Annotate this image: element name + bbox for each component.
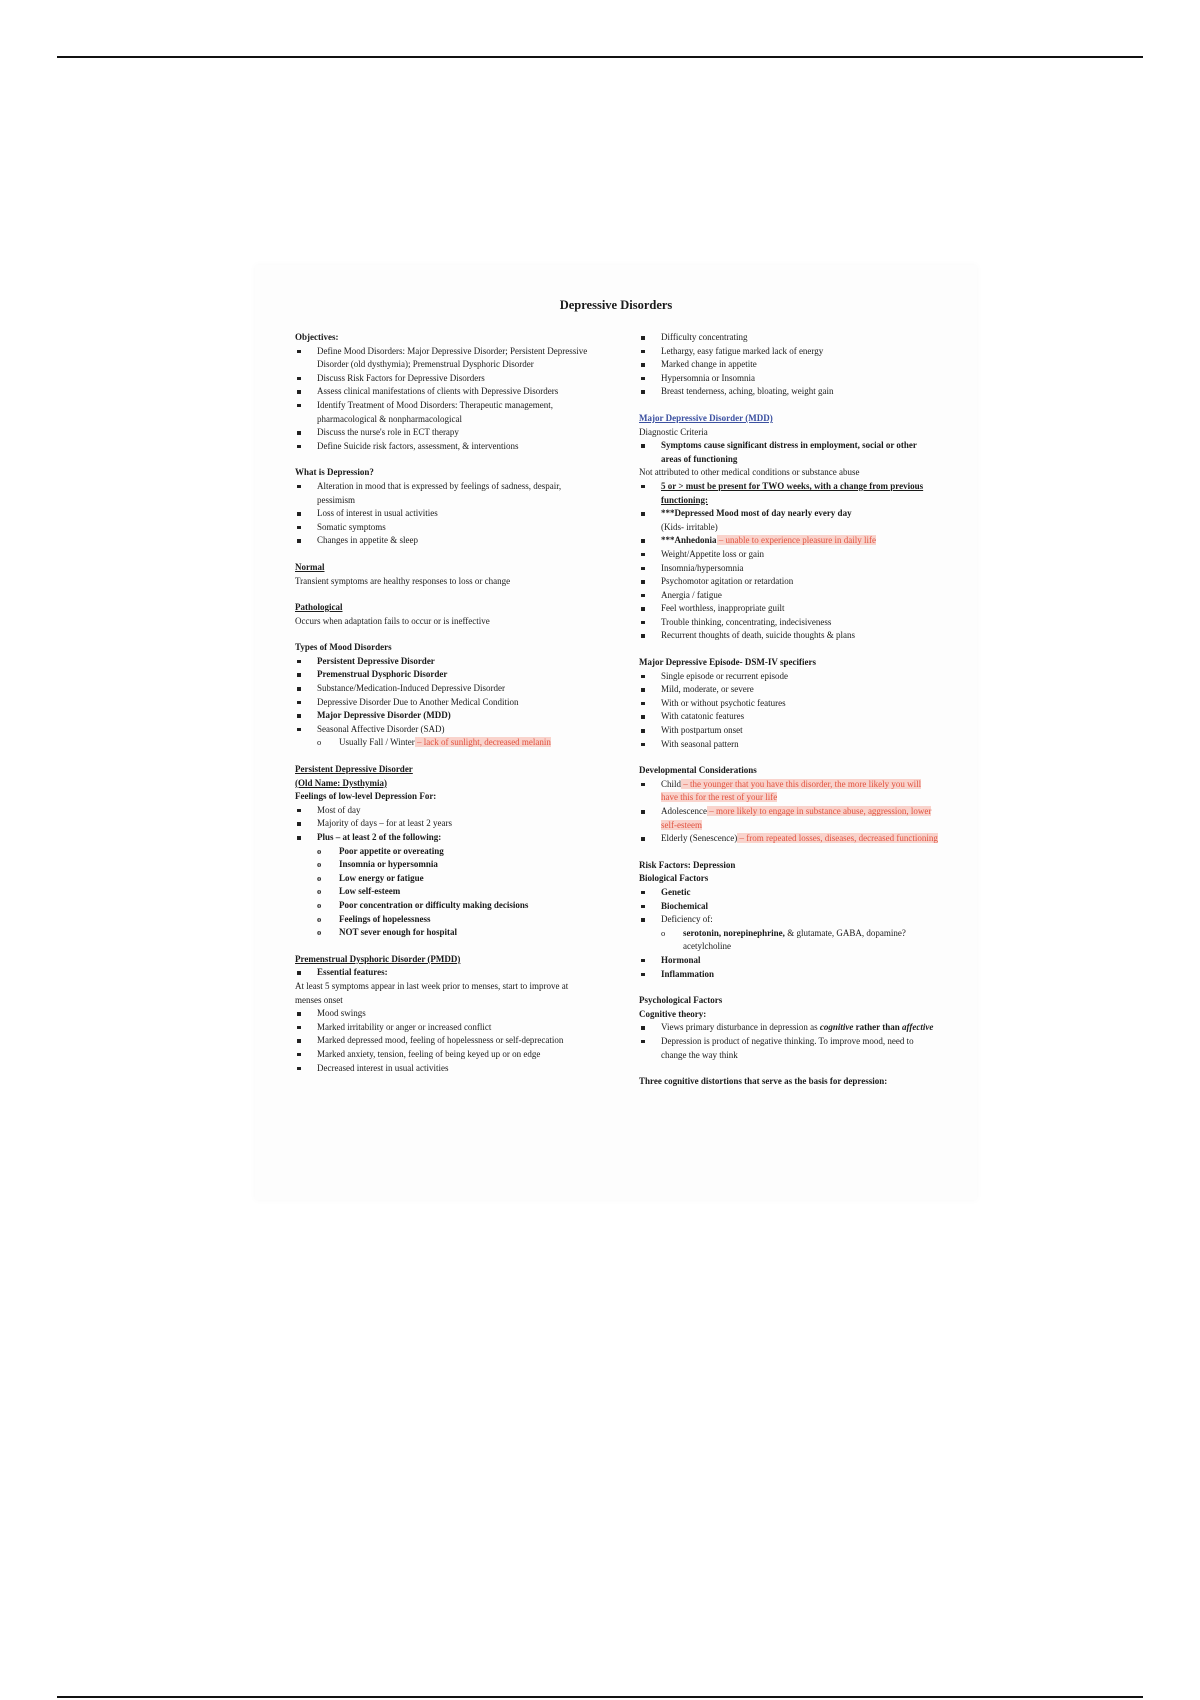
cog-text: Views primary disturbance in depression as [661,1022,820,1033]
list-item: Hypersomnia or Insomnia [639,372,939,386]
list-item: o Poor appetite or overeating [295,845,595,859]
dev-label: Adolescence [661,806,707,816]
list-item: Trouble thinking, concentrating, indecisiveness [639,616,939,630]
highlight-text: – more likely to engage in substance abuse, aggression, lower self-esteem [661,806,932,830]
list-item: Define Mood Disorders: Major Depressive Disorder; Persistent Depressive Disorder (old dysthymia); Premenstrual Dysphoric Disorder [295,345,595,372]
list-item: o Insomnia or hypersomnia [295,858,595,872]
list-item: Persistent Depressive Disorder [295,655,595,669]
objectives-heading: Objectives: [295,332,339,342]
list-item: o Poor concentration or difficulty making decisions [295,899,595,913]
sad-sublist [295,736,595,750]
pmdd-cont-list [639,331,939,399]
cog-emph: cognitive [819,1022,854,1033]
list-item: Somatic symptoms [295,521,595,535]
dev-label: Elderly (Senescence) [661,833,738,844]
list-item: Symptoms cause significant distress in employment, social or other areas of functioning [639,439,939,466]
list-item: Seasonal Affective Disorder (SAD) [295,723,595,737]
mdd-heading: Major Depressive Disorder (MDD) [639,412,773,423]
pdd-list [295,804,595,845]
highlight-text: – from repeated losses, diseases, decreased functioning [737,833,938,844]
cog-list [639,1021,939,1062]
cog-text: rather than [853,1022,903,1033]
list-item [639,927,939,954]
bio-sublist [639,927,939,954]
dev-heading: Developmental Considerations [639,765,757,776]
list-item: Marked depressed mood, feeling of hopelessness or self-deprecation [295,1034,595,1048]
list-item: Lethargy, easy fatigue marked lack of energy [639,345,939,359]
document-title: Depressive Disorders [559,298,673,312]
list-item: Hormonal [639,954,939,968]
list-item: Marked irritability or anger or increased conflict [295,1021,595,1035]
mdd-kids: (Kids- irritable) [661,521,718,532]
list-item: With or without psychotic features [639,697,939,711]
list-item: Identify Treatment of Mood Disorders: Therapeutic management, pharmacological & nonpharmacological [295,399,595,426]
list-item: Feel worthless, inappropriate guilt [639,602,939,616]
list-item [639,778,939,805]
list-item [639,832,939,846]
bio-sub-bold: serotonin, norepinephrine, [683,927,785,938]
list-item: Breast tenderness, aching, bloating, weight gain [639,385,939,399]
risk-heading: Risk Factors: Depression [639,859,736,870]
list-item: o NOT sever enough for hospital [295,926,595,940]
list-item: Inflammation [639,968,939,982]
list-item: Insomnia/hypersomnia [639,562,939,576]
left-column [295,331,595,1075]
list-item: Anergia / fatigue [639,589,939,603]
list-item: Define Suicide risk factors, assessment, & interventions [295,440,595,454]
list-item: Weight/Appetite loss or gain [639,548,939,562]
list-item: Alteration in mood that is expressed by feelings of sadness, despair, pessimism [295,480,595,507]
highlight-text: – the younger that you have this disorder, the more likely you will have this for the rest of your life [661,778,922,803]
list-item: Decreased interest in usual activities [295,1062,595,1076]
list-item: Substance/Medication-Induced Depressive Disorder [295,682,595,696]
list-item [295,736,595,750]
cog-emph: affective [902,1022,934,1033]
cog-heading: Cognitive theory: [639,1008,707,1019]
list-item: With postpartum onset [639,724,939,738]
mdd-diagnostic: Diagnostic Criteria [639,426,708,437]
list-item: Marked change in appetite [639,358,939,372]
list-item [639,1021,939,1035]
normal-heading: Normal [295,561,325,572]
list-item: Psychomotor agitation or retardation [639,575,939,589]
list-item: Discuss the nurse's role in ECT therapy [295,426,595,440]
pmdd-list [295,1007,595,1075]
list-item: Depressive Disorder Due to Another Medical Condition [295,696,595,710]
list-item [639,507,939,534]
list-item: Marked anxiety, tension, feeling of being keyed up or on edge [295,1048,595,1062]
list-item [639,805,939,832]
pmdd-text: At least 5 symptoms appear in last week prior to menses, start to improve at menses onset [295,980,569,1005]
list-item: Assess clinical manifestations of clients with Depressive Disorders [295,385,595,399]
types-list [295,655,595,737]
list-item: Recurrent thoughts of death, suicide thoughts & plans [639,629,939,643]
list-item: Most of day [295,804,595,818]
objectives-list [295,345,595,454]
pmdd-heading: Premenstrual Dysphoric Disorder (PMDD) [295,953,461,964]
list-item: Major Depressive Disorder (MDD) [295,709,595,723]
sad-sub-text: Usually Fall / Winter [339,737,415,748]
mdd-list [639,480,939,643]
list-item: Discuss Risk Factors for Depressive Disorders [295,372,595,386]
what-heading: What is Depression? [295,467,374,478]
psych-heading: Psychological Factors [639,995,723,1006]
document-page [255,265,977,1200]
pdd-heading: Persistent Depressive Disorder [295,764,413,775]
pmdd-essential-list [295,966,595,980]
bio-sub-rest: & glutamate, GABA, dopamine? acetylcholine [683,927,906,952]
list-item: 5 or > must be present for TWO weeks, with a change from previous functioning: [639,480,939,507]
list-item: o Feelings of hopelessness [295,913,595,927]
list-item: Single episode or recurrent episode [639,670,939,684]
bottom-rule [57,1696,1143,1698]
list-item [639,534,939,548]
dev-label: Child [661,778,682,789]
pathological-text: Occurs when adaptation fails to occur or is ineffective [295,615,490,626]
bio-heading: Biological Factors [639,873,709,884]
pathological-heading: Pathological [295,602,343,613]
pdd-oldname: (Old Name: Dysthymia) [295,777,387,788]
types-heading: Types of Mood Disorders [295,642,392,653]
list-item: Premenstrual Dysphoric Disorder [295,668,595,682]
what-list [295,480,595,548]
list-item: With catatonic features [639,710,939,724]
top-rule [57,56,1143,58]
mdd-symptoms-list [639,439,939,466]
list-item: Mild, moderate, or severe [639,683,939,697]
list-item: Difficulty concentrating [639,331,939,345]
highlight-text: – lack of sunlight, decreased melanin [414,737,551,748]
list-item: o Low self-esteem [295,885,595,899]
list-item: Deficiency of: [639,913,939,927]
list-item: Mood swings [295,1007,595,1021]
list-item: Changes in appetite & sleep [295,534,595,548]
mde-list [639,670,939,752]
list-item: Depression is product of negative thinking. To improve mood, need to change the way think [639,1035,939,1062]
list-item: Essential features: [295,966,595,980]
list-item: Biochemical [639,900,939,914]
normal-text: Transient symptoms are healthy responses to loss or change [295,575,511,586]
mdd-depressed: ***Depressed Mood most of day nearly every day [661,508,852,519]
mdd-not-attributed: Not attributed to other medical conditions or substance abuse [639,467,860,478]
pdd-feelings: Feelings of low-level Depression For: [295,791,437,802]
three-heading: Three cognitive distortions that serve as the basis for depression: [639,1076,888,1087]
highlight-text: – unable to experience pleasure in daily life [716,535,876,546]
dev-list [639,778,939,846]
list-item: Plus – at least 2 of the following: [295,831,595,845]
list-item: Genetic [639,886,939,900]
list-item: With seasonal pattern [639,738,939,752]
list-item: Majority of days – for at least 2 years [295,817,595,831]
list-item: o Low energy or fatigue [295,872,595,886]
right-column [639,331,939,1089]
pdd-sublist [295,845,595,940]
bio-list [639,886,939,927]
bio-list-2 [639,954,939,981]
mde-heading: Major Depressive Episode- DSM-IV specifiers [639,657,816,668]
mdd-anhedonia: ***Anhedonia [661,535,717,546]
list-item: Loss of interest in usual activities [295,507,595,521]
